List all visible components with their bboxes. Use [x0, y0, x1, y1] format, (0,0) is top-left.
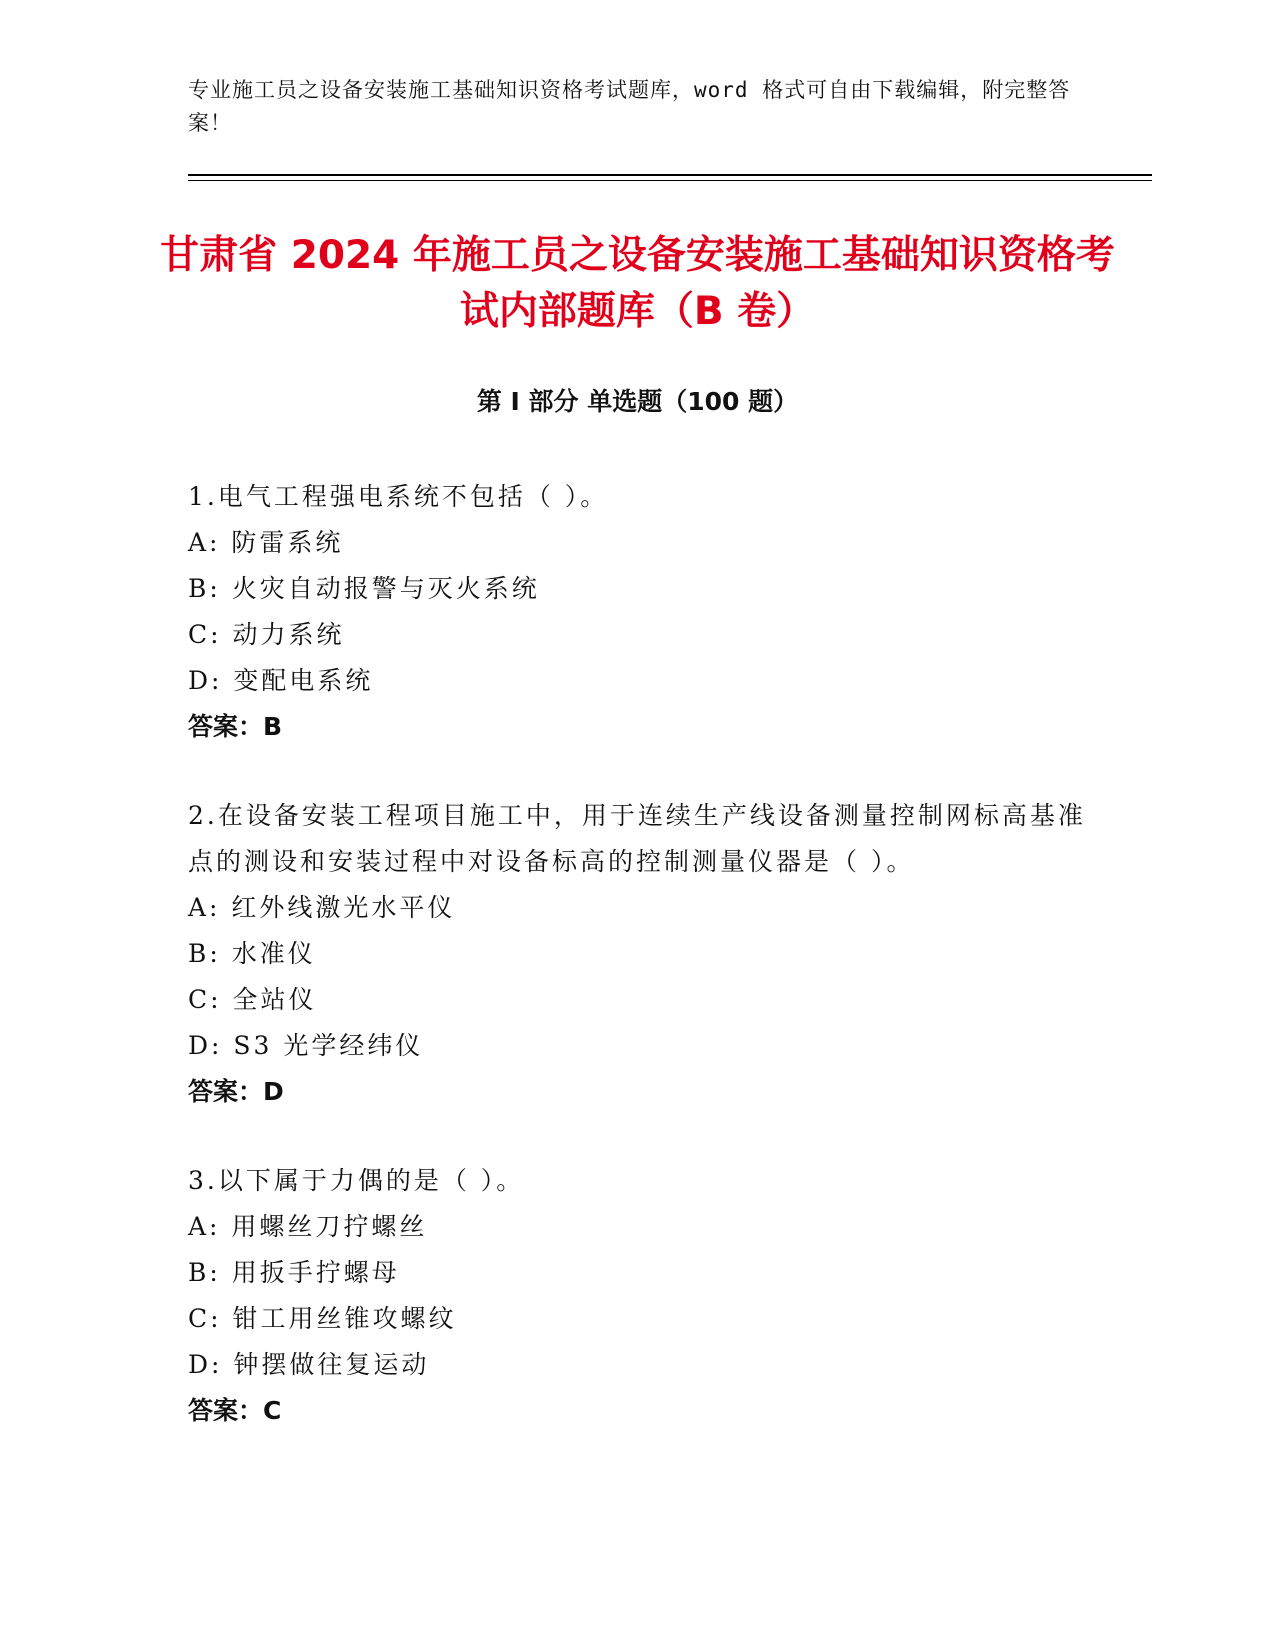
- question-stem: 2.在设备安装工程项目施工中，用于连续生产线设备测量控制网标高基准点的测设和安装过程中对设备标高的控制测量仪器是（ ）。: [188, 801, 1086, 876]
- answer: 答案：D: [188, 1077, 284, 1106]
- question-stem: 1.电气工程强电系统不包括（ ）。: [188, 482, 609, 511]
- option-b: B: 水准仪: [188, 939, 316, 968]
- question-list: [188, 474, 1088, 1477]
- option-c: C: 全站仪: [188, 985, 317, 1014]
- option-c: C: 钳工用丝锥攻螺纹: [188, 1304, 457, 1333]
- question-3: [188, 1158, 1088, 1434]
- header-divider-thick: [188, 174, 1152, 176]
- header-divider-thin: [188, 180, 1152, 181]
- header-note: 专业施工员之设备安装施工基础知识资格考试题库，word 格式可自由下载编辑，附完整答案！: [188, 78, 1071, 135]
- option-a: A: 用螺丝刀拧螺丝: [188, 1212, 428, 1241]
- answer: 答案：C: [188, 1396, 282, 1425]
- option-d: D: 变配电系统: [188, 666, 374, 695]
- option-b: B: 火灾自动报警与灭火系统: [188, 574, 540, 603]
- question-stem: 3.以下属于力偶的是（ ）。: [188, 1166, 525, 1195]
- question-1: [188, 474, 1088, 750]
- option-a: A: 红外线激光水平仪: [188, 893, 456, 922]
- answer: 答案：B: [188, 712, 283, 741]
- option-d: D: S3 光学经纬仪: [188, 1031, 424, 1060]
- document-title: 甘肃省 2024 年施工员之设备安装施工基础知识资格考试内部题库（B 卷）: [160, 233, 1115, 334]
- section-title: 第 I 部分 单选题（100 题）: [476, 387, 799, 416]
- option-b: B: 用扳手拧螺母: [188, 1258, 400, 1287]
- question-2: [188, 793, 1088, 1115]
- option-c: C: 动力系统: [188, 620, 345, 649]
- option-a: A: 防雷系统: [188, 528, 344, 557]
- option-d: D: 钟摆做往复运动: [188, 1350, 430, 1379]
